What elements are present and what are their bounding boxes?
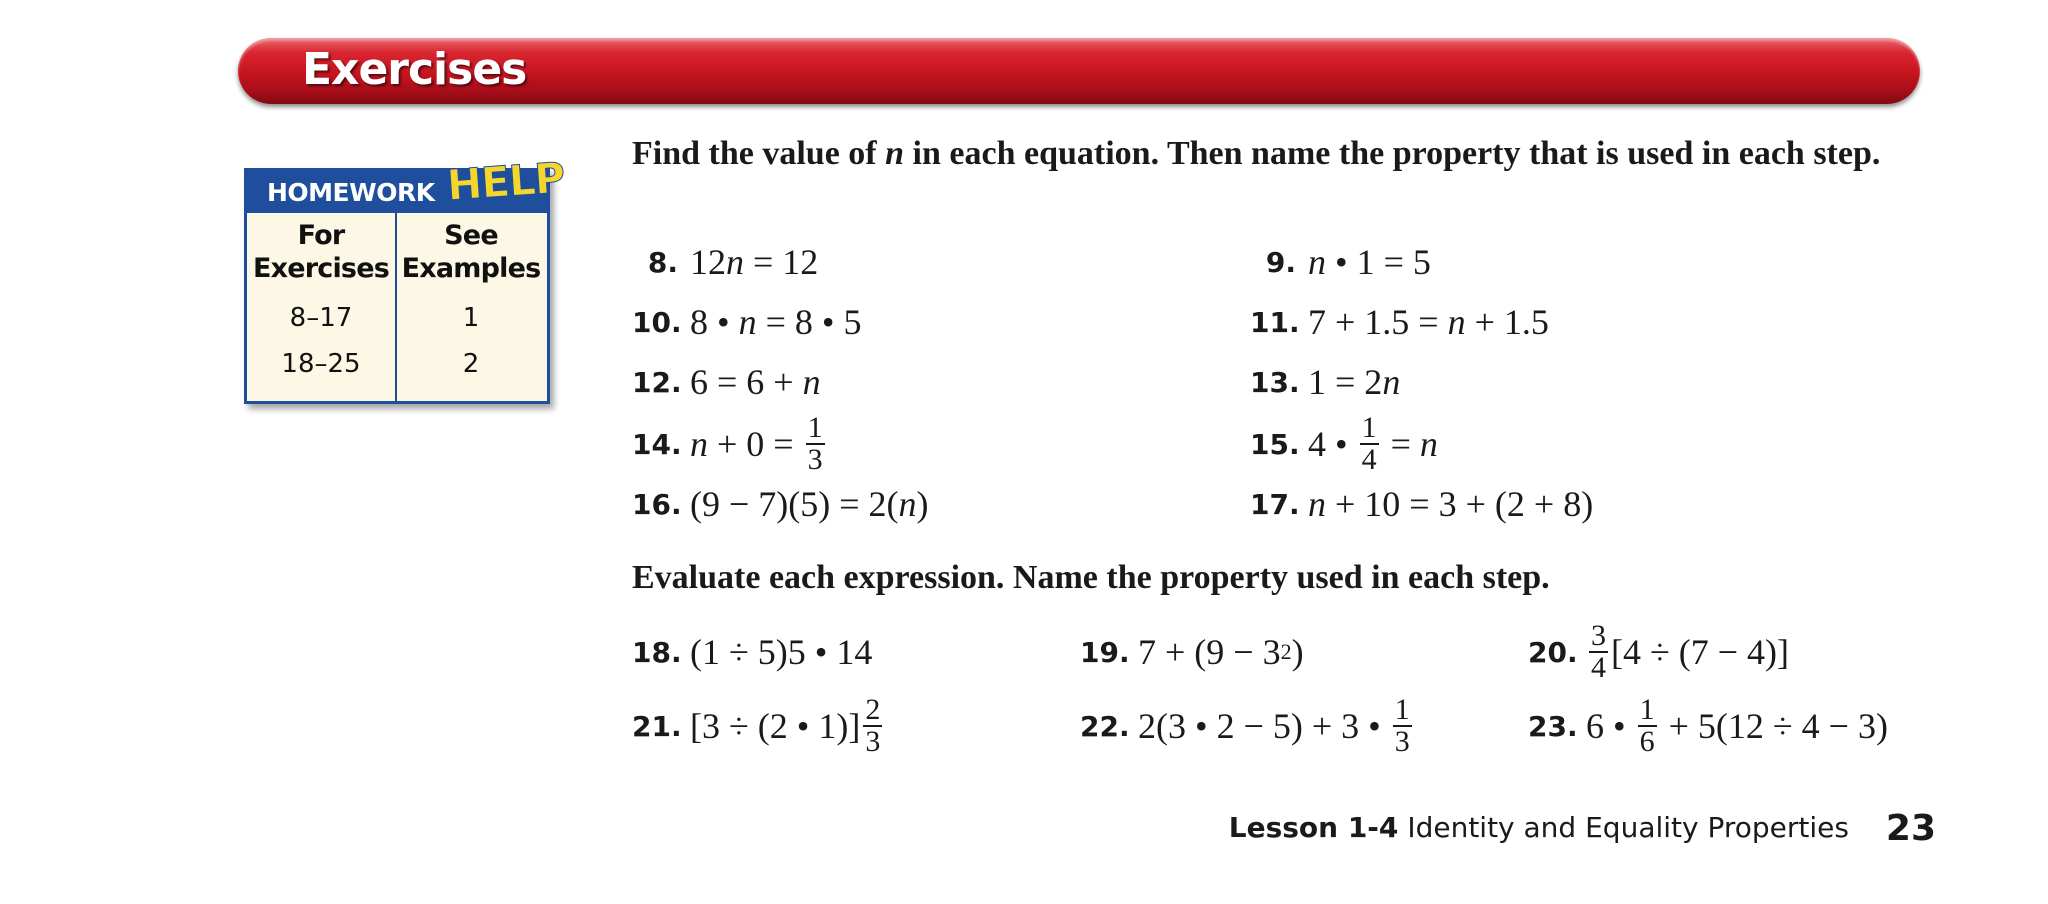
- help-row-examples: 1: [462, 303, 480, 333]
- exercise-number: 23.: [1528, 709, 1578, 743]
- exercise-15: 15. 4 • $\frac{1}{4}$ = n: [1250, 411, 1438, 476]
- homework-help-box: [244, 152, 566, 404]
- exercise-number: 21.: [632, 709, 682, 743]
- exercise-number: 14.: [632, 427, 682, 461]
- see-examples-header: [397, 219, 545, 285]
- fraction: $\frac{1}{3}$: [807, 411, 823, 476]
- exercise-12: 12. 6 = 6 + n: [632, 362, 821, 402]
- exercise-23: 23. 6 • $\frac{1}{6}$ + 5(12 ÷ 4 − 3): [1528, 693, 1888, 758]
- instruction-text: Find the value of: [632, 135, 886, 172]
- exercise-19: 19. 7 + (9 − 3 2 ): [1080, 632, 1304, 672]
- help-row-exercises: 8–17: [289, 303, 353, 333]
- section2-instruction: Evaluate each expression. Name the property used in each step.: [632, 559, 1550, 596]
- exercise-number: 16.: [632, 487, 682, 521]
- for-exercises-header-line1: For: [297, 220, 345, 251]
- homework-help-header: [247, 152, 566, 213]
- exercise-number: 20.: [1528, 635, 1578, 669]
- for-exercises-header-line2: Exercises: [252, 253, 389, 284]
- exercise-number: 11.: [1250, 305, 1300, 339]
- help-row-exercises: 18–25: [281, 349, 361, 379]
- exercise-number: 15.: [1250, 427, 1300, 461]
- exercise-number: 22.: [1080, 709, 1130, 743]
- help-label: HELP: [445, 152, 566, 211]
- exercise-number: 9.: [1265, 245, 1296, 279]
- exercise-number: 19.: [1080, 635, 1130, 669]
- section1-instruction: [632, 132, 1932, 176]
- lesson-number: Lesson 1-4: [1228, 811, 1399, 844]
- exercise-number: 17.: [1250, 487, 1300, 521]
- exercise-11: 11. 7 + 1.5 = n + 1.5: [1250, 302, 1549, 342]
- exercise-13: 13. 1 = 2 n: [1250, 362, 1401, 402]
- exercise-17: 17. n + 10 = 3 + (2 + 8): [1250, 484, 1594, 524]
- page-footer: [1229, 808, 1936, 849]
- see-examples-header-line1: See: [444, 220, 498, 251]
- exercise-21: 21. [3 ÷ (2 • 1)] $\frac{2}{3}$: [632, 693, 881, 758]
- instruction-text: in each equation. Then name the property that is used in each step.: [904, 135, 1881, 172]
- for-exercises-header: [247, 219, 395, 285]
- page-number: 23: [1885, 808, 1936, 849]
- exercise-number: 12.: [632, 365, 682, 399]
- help-row-examples: 2: [462, 349, 480, 379]
- fraction: $\frac{1}{3}$: [1394, 693, 1410, 758]
- exercise-18: 18. (1 ÷ 5)5 • 14: [632, 632, 873, 672]
- exercise-10: 10. 8 • n = 8 • 5: [632, 302, 862, 342]
- exercise-22: 22. 2(3 • 2 − 5) + 3 • $\frac{1}{3}$: [1080, 693, 1410, 758]
- banner-title: Exercises: [302, 44, 527, 95]
- exercise-number: 13.: [1250, 365, 1300, 399]
- exercise-number: 8.: [647, 245, 678, 279]
- exercise-9: 9. n • 1 = 5: [1250, 232, 1431, 292]
- exercise-number: 10.: [632, 305, 682, 339]
- exercises-banner: [238, 38, 1920, 104]
- fraction: $\frac{3}{4}$: [1591, 619, 1606, 684]
- exercise-16: 16. (9 − 7)(5) = 2( n ): [632, 484, 929, 524]
- instruction-variable: n: [885, 135, 905, 172]
- exercise-20: 20. $\frac{3}{4}$ [4 ÷ (7 − 4)]: [1528, 619, 1790, 684]
- homework-label: HOMEWORK: [267, 178, 435, 207]
- exercise-14: 14. n + 0 = $\frac{1}{3}$: [632, 411, 823, 476]
- fraction: $\frac{2}{3}$: [865, 693, 881, 758]
- exercise-number: 18.: [632, 635, 682, 669]
- fraction: $\frac{1}{6}$: [1639, 693, 1655, 758]
- see-examples-header-line2: Examples: [401, 253, 541, 284]
- fraction: $\frac{1}{4}$: [1361, 411, 1377, 476]
- lesson-title: Identity and Equality Properties: [1407, 811, 1849, 844]
- exercise-8: 8. 12 n = 12: [632, 232, 818, 292]
